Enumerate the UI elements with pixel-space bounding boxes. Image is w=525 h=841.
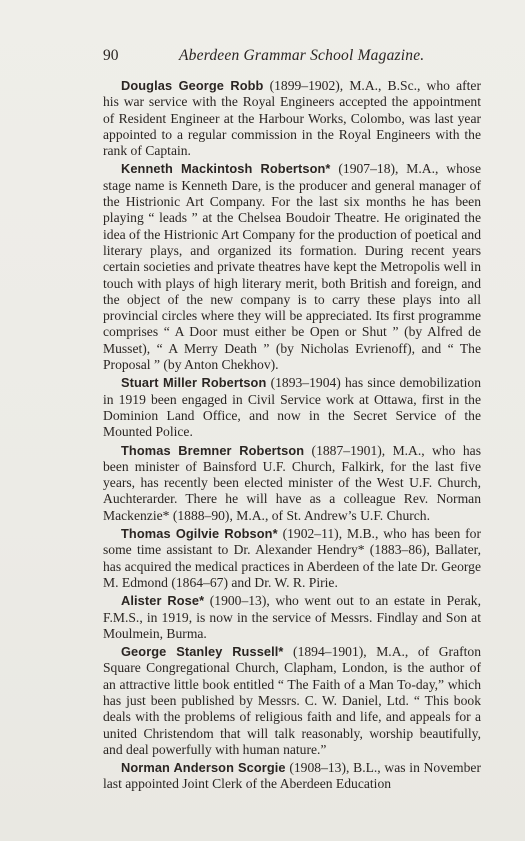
entry-text: (1900–13), who went out to an estate in Perak, F.M.S., in 1919, is now in the service of Messrs. Findlay and Son at Moulmein, Burma. [103,593,481,641]
entry-s-robertson [103,375,481,440]
entry-text: (1893–1904) has since demobilization in 1919 been engaged in Civil Service work at Ottawa, first in the Dominion Land Office, and now in the Secret Service of the Mounted Police. [103,375,481,440]
entry-text: (1907–18), M.A., whose stage name is Kenneth Dare, is the producer and general manager of the Histrionic Art Company. For the last six months he has been playing “ leads ” at the Chelsea Boudoir Theatre. He originated the idea of the Histrionic Art Company for the production of poetical and literary plays, and organized its formation. During recent years certain societies and private theatres have kept the Metropolis well in touch with plays of high literary merit, both British and foreign, and the object of the new company is to carry these plays into all provincial circles where they will be appreciated. Its first programme comprises “ A Door must either be Open or Shut ” (by Alfred de Musset), “ A Merry Death ” (by Nicholas Evrienoff), and “ The Proposal ” (by Anton Chekhov). [103,161,481,373]
page-number: 90 [103,47,119,64]
entry-text: (1899–1902), M.A., B.Sc., who after his war service with the Royal Engineers accepted the appointment of Resident Engineer at the Harbour Works, Colombo, was last year appointed to a regular commission in the Royal Engineers with the rank of Captain. [103,78,481,159]
running-head [103,45,483,67]
entry-name: Kenneth Mackintosh Robertson* [121,161,331,177]
entry-name: Alister Rose* [121,593,205,609]
entry-k-robertson [103,161,481,373]
entry-name: Douglas George Robb [121,78,264,93]
entry-name: Norman Anderson Scorgie [121,760,286,776]
entry-russell [103,644,481,758]
entry-name: Stuart Miller Robertson [121,375,267,391]
entry-text: (1908–13), B.L., was in November last appointed Joint Clerk of the Aberdeen Education [103,760,481,792]
entry-robson [103,526,481,591]
entry-t-robertson [103,443,481,524]
article-body [103,78,481,795]
entry-name: Thomas Ogilvie Robson* [121,526,278,542]
entry-name: George Stanley Russell* [121,644,284,660]
entry-text: (1887–1901), M.A., who has been minister of Bainsford U.F. Church, Falkirk, for the last five years, has recently been elected minister of the West U.F. Church, Auchterarder. There he will have as a colleague Rev. Norman Mackenzie* (1888–90), M.A., of St. Andrew’s U.F. Church. [103,442,481,523]
entry-text: (1902–11), M.B., who has been for some time assistant to Dr. Alexander Hendry* (1883–86), Ballater, has acquired the medical practices in Aberdeen of the late Dr. George M. Edmond (1864–67) and Dr. W. R. Pirie. [103,526,482,590]
entry-scorgie [103,760,481,793]
entry-name: Thomas Bremner Robertson [121,442,305,458]
entry-text: (1894–1901), M.A., of Grafton Square Congregational Church, Clapham, London, is the author of an attractive little book entitled “ The Faith of a Man To-day,” which has just been published by Messrs. C. W. Daniel, Ltd. “ This book deals with the problems of religious faith and life, and appeals for a united Christendom that will talk reasonably, worship beautifully, and deal powerfully with human nature.” [103,644,481,757]
entry-rose [103,593,481,642]
journal-title: Aberdeen Grammar School Magazine. [179,47,425,64]
entry-robb [103,78,481,159]
